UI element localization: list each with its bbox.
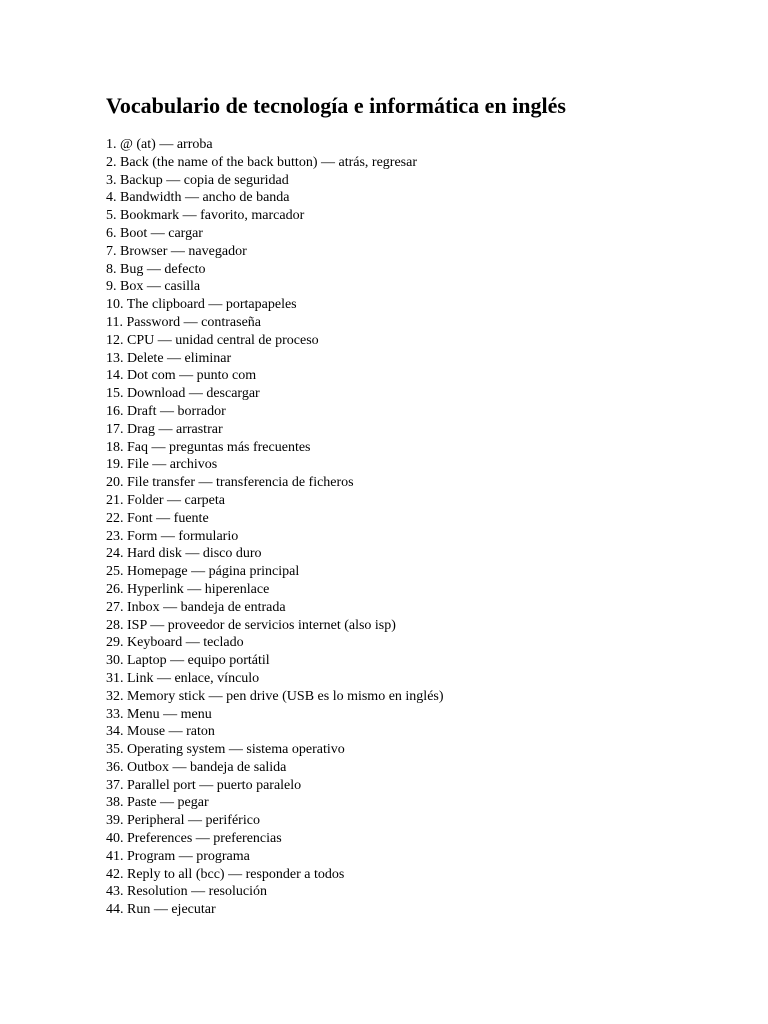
- vocabulary-item: 5. Bookmark — favorito, marcador: [106, 208, 305, 224]
- vocabulary-item: 43. Resolution — resolución: [106, 884, 267, 900]
- vocabulary-item: 32. Memory stick — pen drive (USB es lo mismo en inglés): [106, 688, 444, 704]
- vocabulary-item: 13. Delete — eliminar: [106, 350, 232, 366]
- vocabulary-item: 26. Hyperlink — hiperenlace: [106, 581, 270, 597]
- vocabulary-item: 35. Operating system — sistema operativo: [106, 742, 345, 758]
- vocabulary-item: 15. Download — descargar: [106, 386, 260, 402]
- vocabulary-item: 21. Folder — carpeta: [106, 492, 225, 508]
- vocabulary-item: 37. Parallel port — puerto paralelo: [106, 777, 302, 793]
- vocabulary-item: 38. Paste — pegar: [106, 795, 209, 811]
- vocabulary-item: 36. Outbox — bandeja de salida: [106, 759, 287, 775]
- vocabulary-item: 25. Homepage — página principal: [106, 564, 300, 580]
- vocabulary-item: 3. Backup — copia de seguridad: [106, 172, 289, 188]
- vocabulary-item: 28. ISP — proveedor de servicios internet (also isp): [106, 617, 396, 633]
- vocabulary-item: 2. Back (the name of the back button) — atrás, regresar: [106, 154, 417, 170]
- vocabulary-item: 18. Faq — preguntas más frecuentes: [106, 439, 311, 455]
- vocabulary-item: 39. Peripheral — periférico: [106, 813, 260, 829]
- vocabulary-item: 8. Bug — defecto: [106, 261, 206, 277]
- vocabulary-item: 16. Draft — borrador: [106, 403, 226, 419]
- vocabulary-item: 31. Link — enlace, vínculo: [106, 670, 260, 686]
- vocabulary-item: 33. Menu — menu: [106, 706, 212, 722]
- vocabulary-list: [106, 136, 444, 919]
- vocabulary-item: 14. Dot com — punto com: [106, 368, 257, 384]
- vocabulary-item: 27. Inbox — bandeja de entrada: [106, 599, 286, 615]
- vocabulary-item: 10. The clipboard — portapapeles: [106, 297, 297, 313]
- vocabulary-item: 17. Drag — arrastrar: [106, 421, 223, 437]
- vocabulary-item: 6. Boot — cargar: [106, 225, 203, 241]
- vocabulary-item: 40. Preferences — preferencias: [106, 831, 282, 847]
- vocabulary-item: 19. File — archivos: [106, 457, 218, 473]
- vocabulary-item: 20. File transfer — transferencia de ficheros: [106, 475, 354, 491]
- vocabulary-item: 29. Keyboard — teclado: [106, 635, 244, 651]
- vocabulary-item: 12. CPU — unidad central de proceso: [106, 332, 319, 348]
- vocabulary-item: 42. Reply to all (bcc) — responder a todos: [106, 866, 345, 882]
- vocabulary-item: 22. Font — fuente: [106, 510, 209, 526]
- vocabulary-item: 34. Mouse — raton: [106, 724, 215, 740]
- vocabulary-item: 7. Browser — navegador: [106, 243, 247, 259]
- vocabulary-item: 1. @ (at) — arroba: [106, 137, 213, 152]
- vocabulary-item: 44. Run — ejecutar: [106, 902, 216, 918]
- vocabulary-item: 24. Hard disk — disco duro: [106, 546, 262, 562]
- vocabulary-item: 9. Box — casilla: [106, 279, 201, 295]
- document-title: Vocabulario de tecnología e informática en inglés: [106, 93, 566, 118]
- vocabulary-item: 23. Form — formulario: [106, 528, 239, 544]
- vocabulary-item: 4. Bandwidth — ancho de banda: [106, 190, 290, 206]
- vocabulary-item: 41. Program — programa: [106, 848, 250, 864]
- vocabulary-item: 11. Password — contraseña: [106, 314, 262, 330]
- vocabulary-item: 30. Laptop — equipo portátil: [106, 653, 270, 669]
